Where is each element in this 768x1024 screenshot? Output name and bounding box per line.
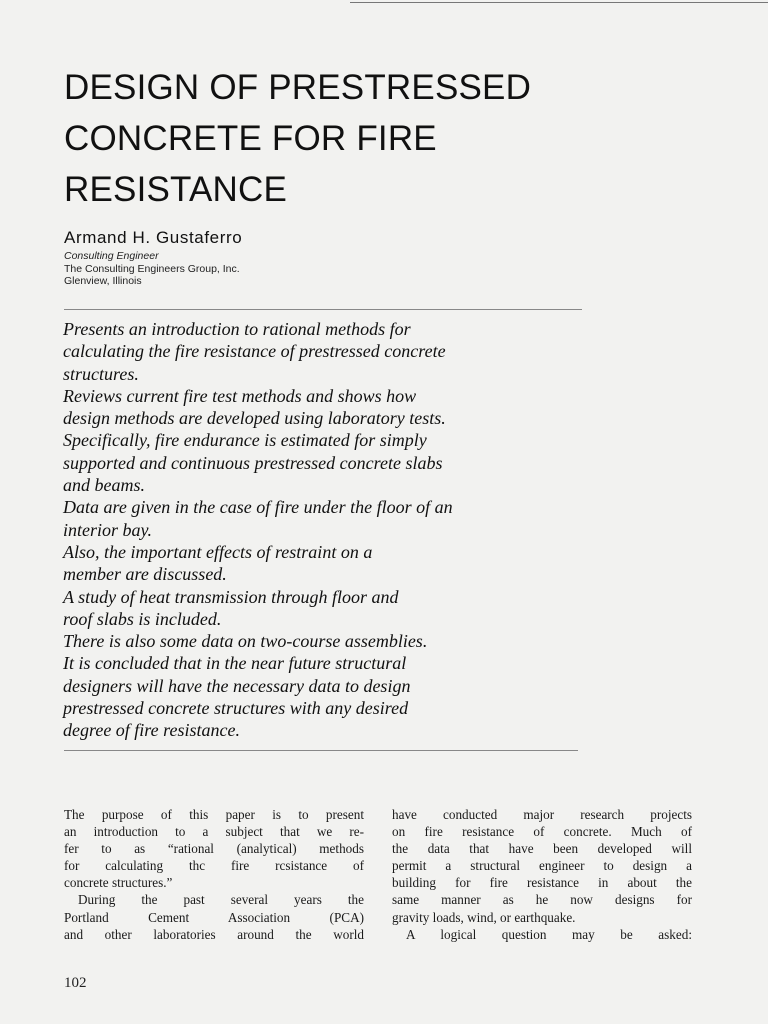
body-column-left bbox=[64, 806, 364, 943]
abstract bbox=[63, 318, 583, 742]
abstract-line: degree of fire resistance. bbox=[63, 720, 240, 741]
abstract-line: calculating the fire resistance of prestressed concrete bbox=[63, 341, 446, 362]
body-line: During the past several years the bbox=[78, 892, 364, 908]
abstract-line: roof slabs is included. bbox=[63, 608, 222, 629]
body-line: an introduction to a subject that we re- bbox=[64, 824, 364, 840]
title-line: CONCRETE FOR FIRE bbox=[64, 119, 437, 158]
abstract-line: supported and continuous prestressed concrete slabs bbox=[63, 452, 443, 473]
abstract-line: Reviews current fire test methods and shows how bbox=[63, 385, 417, 406]
abstract-line: A study of heat transmission through floor and bbox=[63, 586, 399, 607]
body-line: building for fire resistance in about the bbox=[392, 875, 692, 891]
author-affiliation bbox=[64, 250, 240, 288]
body-line: on fire resistance of concrete. Much of bbox=[392, 824, 692, 840]
abstract-line: Specifically, fire endurance is estimated for simply bbox=[63, 430, 427, 451]
abstract-line: Presents an introduction to rational methods for bbox=[63, 319, 411, 339]
body-line: the data that have been developed will bbox=[392, 841, 692, 857]
abstract-line: It is concluded that in the near future structural bbox=[63, 653, 407, 674]
affiliation-location: Glenview, Illinois bbox=[64, 275, 142, 287]
abstract-line: designers will have the necessary data to design bbox=[63, 675, 411, 696]
abstract-line: structures. bbox=[63, 363, 139, 384]
affiliation-company: The Consulting Engineers Group, Inc. bbox=[64, 262, 240, 275]
paper-title bbox=[64, 62, 664, 215]
abstract-line: design methods are developed using laboratory tests. bbox=[63, 408, 446, 429]
abstract-line: member are discussed. bbox=[63, 564, 227, 585]
body-line: have conducted major research projects bbox=[392, 807, 692, 822]
body-line: concrete structures.” bbox=[64, 875, 173, 891]
abstract-line: and beams. bbox=[63, 475, 145, 496]
abstract-top-rule bbox=[64, 309, 582, 310]
abstract-line: interior bay. bbox=[63, 519, 152, 540]
affiliation-role: Consulting Engineer bbox=[64, 250, 159, 262]
body-line: same manner as he now designs for bbox=[392, 892, 692, 908]
body-line: and other laboratories around the world bbox=[64, 926, 364, 942]
body-line: for calculating thc fire rcsistance of bbox=[64, 858, 364, 874]
body-line: Portland Cement Association (PCA) bbox=[64, 909, 364, 925]
abstract-line: There is also some data on two-course assemblies. bbox=[63, 631, 428, 652]
page-number: 102 bbox=[64, 975, 87, 991]
body-line: The purpose of this paper is to present bbox=[64, 807, 364, 822]
abstract-line: prestressed concrete structures with any desired bbox=[63, 698, 409, 719]
body-line: A logical question may be asked: bbox=[406, 926, 692, 942]
body-line: permit a structural engineer to design a bbox=[392, 858, 692, 874]
abstract-line: Also, the important effects of restraint on a bbox=[63, 541, 373, 562]
title-line: DESIGN OF PRESTRESSED bbox=[64, 68, 532, 107]
body-line: fer to as “rational (analytical) methods bbox=[64, 841, 364, 857]
body-line: gravity loads, wind, or earthquake. bbox=[392, 909, 576, 925]
body-column-right bbox=[392, 806, 692, 943]
top-rule bbox=[350, 2, 768, 3]
title-line: RESISTANCE bbox=[64, 170, 288, 209]
author-name: Armand H. Gustaferro bbox=[64, 228, 243, 247]
abstract-line: Data are given in the case of fire under the floor of an bbox=[63, 497, 453, 518]
abstract-bottom-rule bbox=[64, 750, 578, 751]
